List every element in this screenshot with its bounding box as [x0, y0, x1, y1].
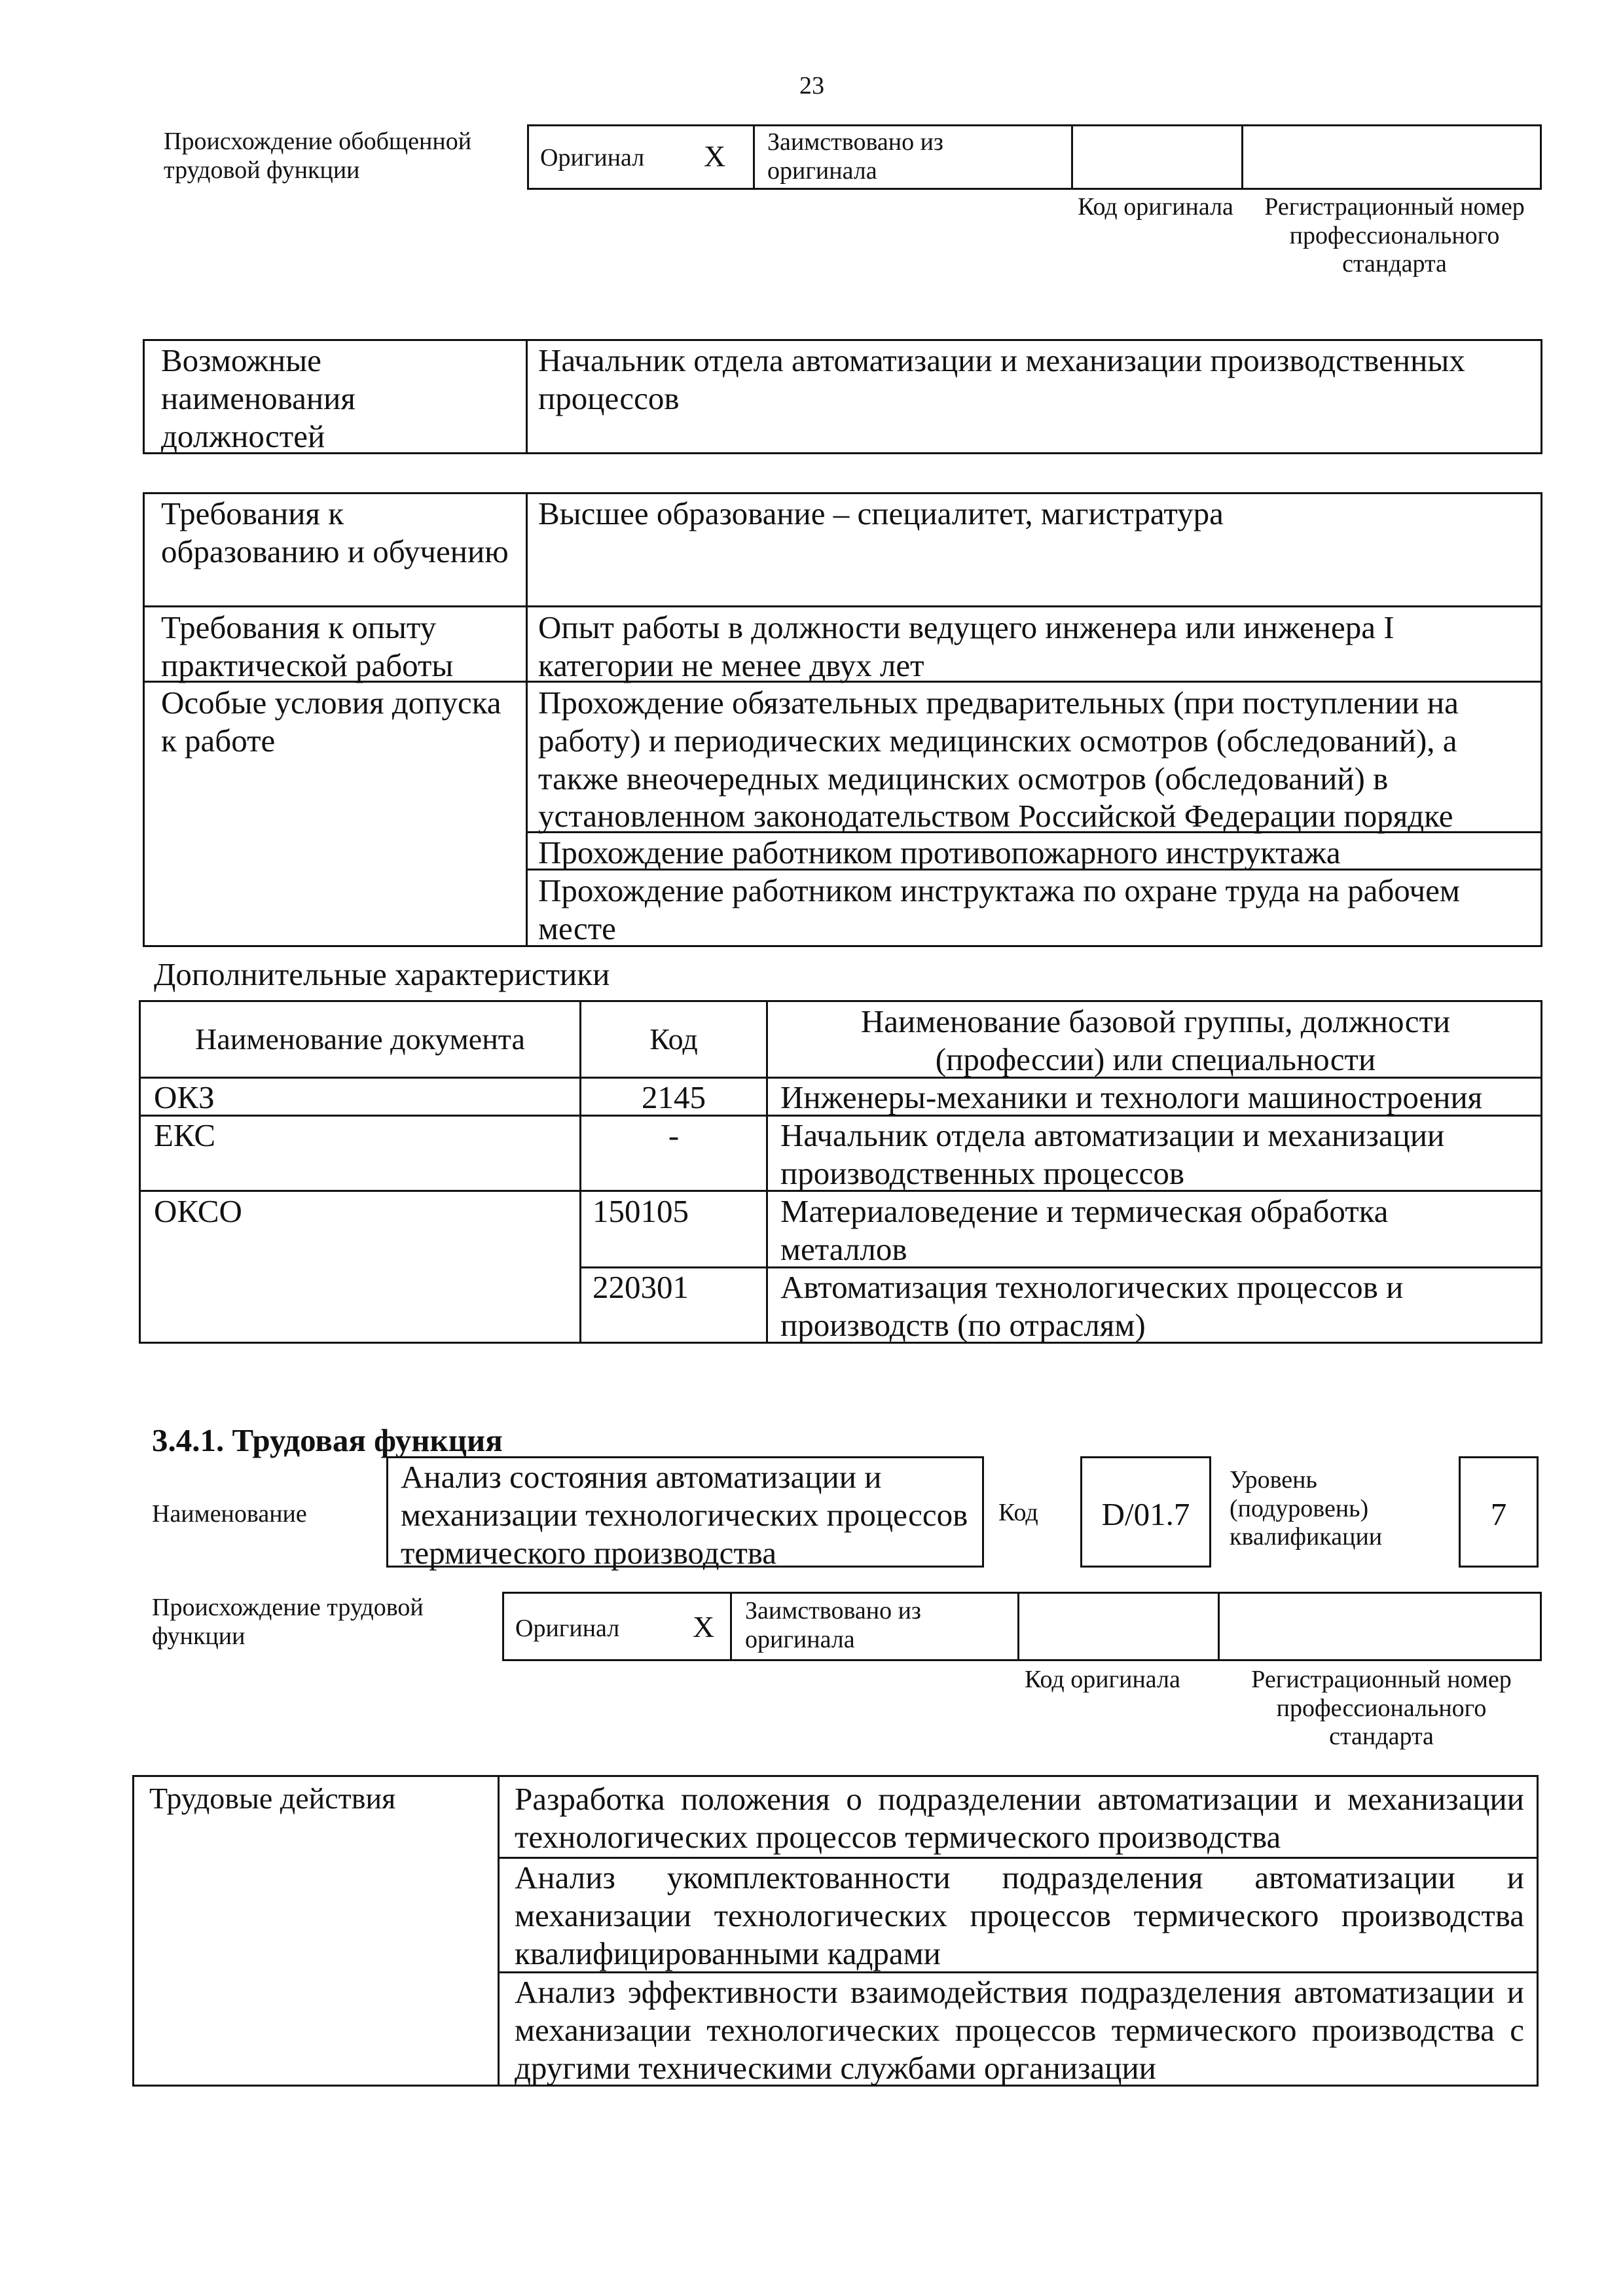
row2-name: Начальник отдела автоматизации и механизации производственных процессов — [780, 1117, 1445, 1191]
original-label: Оригинал — [540, 144, 645, 171]
original-mark: X — [704, 139, 726, 173]
education-label: Требования к образованию и обучению — [161, 495, 509, 569]
col-header-name: Наименование базовой группы, должности (профессии) или специальности — [860, 1003, 1451, 1077]
row3-code: 150105 — [593, 1193, 689, 1229]
row3-doc: ОКСО — [154, 1193, 242, 1229]
education-value: Высшее образование – специалитет, магистратура — [538, 495, 1224, 531]
code-label: Код — [998, 1499, 1038, 1526]
experience-label: Требования к опыту практической работы — [161, 609, 454, 683]
positions-label: Возможные наименования должностей — [161, 342, 356, 454]
special-label: Особые условия допуска к работе — [161, 685, 501, 759]
reg-number-caption: Регистрационный номер профессионального стандарта — [1264, 193, 1525, 278]
action-1: Разработка положения о подразделении автоматизации и механизации технологических процессов термического производства — [515, 1781, 1524, 1855]
row1-name: Инженеры-механики и технологи машиностроения — [780, 1079, 1483, 1115]
row2-code: - — [668, 1117, 680, 1153]
level-label: Уровень (подуровень) квалификации — [1230, 1466, 1383, 1551]
function-borrowed-label: Заимствовано из оригинала — [745, 1597, 921, 1653]
function-heading: 3.4.1. Трудовая функция — [152, 1422, 503, 1458]
origin-function-label: Происхождение трудовой функции — [152, 1594, 424, 1650]
origin-function-box — [502, 1592, 1542, 1661]
special-value-3: Прохождение работником инструктажа по охране труда на рабочем месте — [538, 872, 1460, 946]
row1-doc: ОКЗ — [154, 1079, 215, 1115]
col-header-code: Код — [649, 1022, 698, 1056]
function-code-original-caption: Код оригинала — [1025, 1666, 1180, 1693]
code-original-caption: Код оригинала — [1078, 193, 1233, 221]
col-header-doc: Наименование документа — [195, 1022, 525, 1056]
function-reg-number-caption: Регистрационный номер профессионального стандарта — [1251, 1666, 1512, 1751]
actions-label: Трудовые действия — [149, 1782, 396, 1815]
special-value-2: Прохождение работником противопожарного инструктажа — [538, 834, 1341, 870]
origin-generalized-label: Происхождение обобщенной трудовой функции — [164, 128, 472, 184]
special-value-1: Прохождение обязательных предварительных (при поступлении на работу) и периодических медицинских осмотров (обследований), а также внеочередных медицинских осмотров (обследований) в установленном законодательством Российской Федерации порядке — [538, 685, 1459, 834]
experience-value: Опыт работы в должности ведущего инженера или инженера I категории не менее двух лет — [538, 609, 1395, 683]
function-original-label: Оригинал — [515, 1615, 620, 1642]
function-original-mark: X — [693, 1610, 715, 1643]
row4-code: 220301 — [593, 1269, 689, 1305]
function-name-value: Анализ состояния автоматизации и механизации технологических процессов термического производства — [401, 1459, 968, 1571]
additional-title: Дополнительные характеристики — [154, 956, 610, 992]
action-3: Анализ эффективности взаимодействия подразделения автоматизации и механизации технологических процессов термического производства с другими техническими службами организации — [515, 1974, 1524, 2086]
name-label: Наименование — [152, 1500, 307, 1528]
action-2: Анализ укомплектованности подразделения автоматизации и механизации технологических процессов термического производства квалифицированными кадрами — [515, 1859, 1524, 1971]
borrowed-label: Заимствовано из оригинала — [767, 128, 943, 185]
row1-code: 2145 — [642, 1079, 706, 1115]
row3-name: Материаловедение и термическая обработка металлов — [780, 1193, 1389, 1267]
page-number: 23 — [799, 72, 824, 99]
positions-value: Начальник отдела автоматизации и механизации производственных процессов — [538, 342, 1465, 416]
row4-name: Автоматизация технологических процессов и производств (по отраслям) — [780, 1269, 1404, 1343]
level-value: 7 — [1490, 1496, 1507, 1532]
code-value: D/01.7 — [1101, 1496, 1190, 1532]
row2-doc: ЕКС — [154, 1117, 216, 1153]
